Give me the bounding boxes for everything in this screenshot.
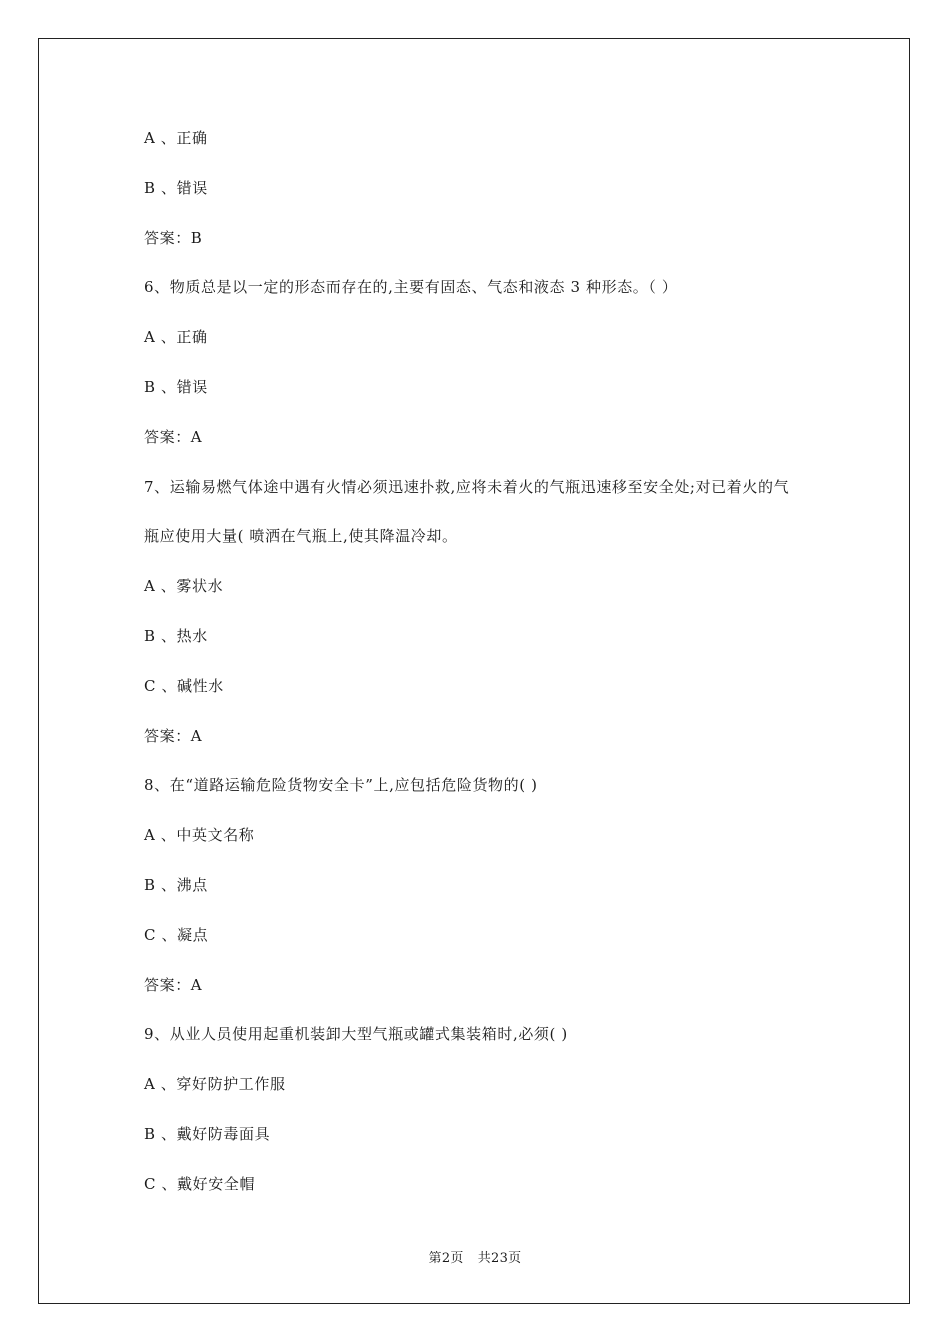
option-a: A 、穿好防护工作服 (144, 1075, 286, 1094)
option-a: A 、雾状水 (144, 577, 224, 596)
document-body (144, 122, 824, 1218)
option-b: B 、错误 (144, 178, 208, 197)
page-footer (0, 1247, 950, 1266)
answer-line: 答案：A (144, 726, 203, 745)
option-b: B 、戴好防毒面具 (144, 1124, 271, 1143)
question-9: 9、从业人员使用起重机装卸大型气瓶或罐式集装箱时,必须( ) (144, 1025, 568, 1044)
page-number: 第2页 (428, 1251, 464, 1266)
question-7: 7、运输易燃气体途中遇有火情必须迅速扑救,应将未着火的气瓶迅速移至安全处;对已着火的气 (144, 477, 790, 496)
option-b: B 、沸点 (144, 875, 208, 894)
option-c: C 、戴好安全帽 (144, 1174, 256, 1193)
option-c: C 、凝点 (144, 925, 209, 944)
page-total: 共23页 (477, 1251, 522, 1266)
answer-line: 答案：B (144, 228, 203, 247)
question-7-continued: 瓶应使用大量( 喷洒在气瓶上,使其降温冷却。 (144, 527, 458, 546)
option-b: B 、热水 (144, 626, 208, 645)
question-8: 8、在“道路运输危险货物安全卡”上,应包括危险货物的( ) (144, 776, 538, 795)
option-c: C 、碱性水 (144, 676, 224, 695)
answer-line: 答案：A (144, 427, 203, 446)
answer-line: 答案：A (144, 975, 203, 994)
question-6: 6、物质总是以一定的形态而存在的,主要有固态、气态和液态 3 种形态。（ ） (144, 278, 678, 297)
option-b: B 、错误 (144, 377, 208, 396)
option-a: A 、正确 (144, 328, 208, 347)
option-a: A 、正确 (144, 129, 208, 147)
option-a: A 、中英文名称 (144, 826, 255, 845)
